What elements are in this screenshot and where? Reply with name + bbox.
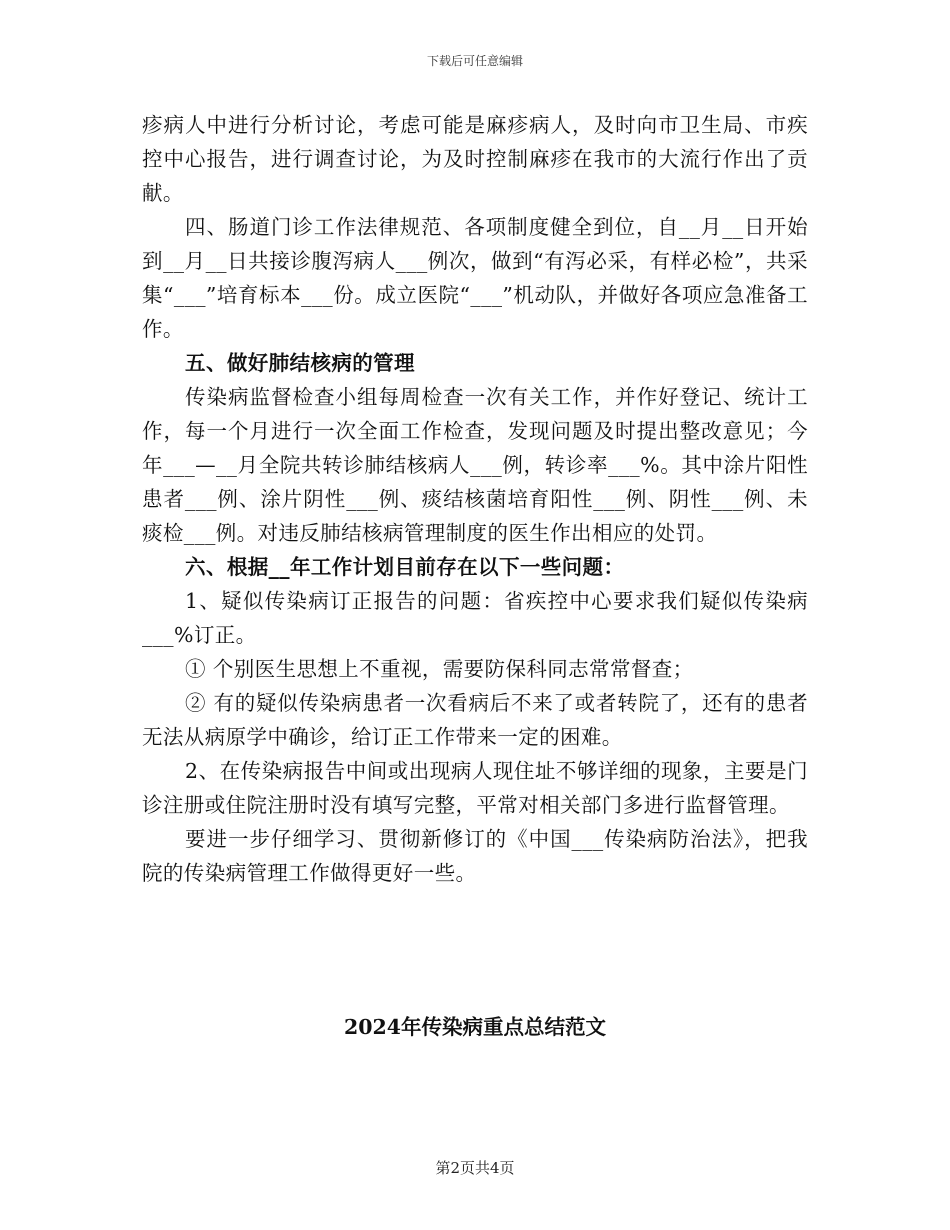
paragraph-conclusion: 要进一步仔细学习、贯彻新修订的《中国___传染病防治法》，把我院的传染病管理工作做得更好一些。	[142, 827, 808, 885]
page-footer: 第2页共4页	[435, 1159, 515, 1177]
paragraph-section-four: 四、肠道门诊工作法律规范、各项制度健全到位，自__月__日开始到__月__日共接诊腹泻病人___例次，做到“有泻必采，有样必检”，共采集“___”培育标本___份。成立医院“___”机动队，并做好各项应急准备工作。	[142, 215, 808, 341]
heading-section-five: 五、做好肺结核病的管理	[185, 351, 415, 375]
paragraph-issue-one-point-a: ① 个别医生思想上不重视，需要防保科同志常常督查；	[185, 657, 694, 681]
document-title: 2024年传染病重点总结范文	[343, 1015, 607, 1039]
paragraph-issue-one-point-b: ② 有的疑似传染病患者一次看病后不来了或者转院了，还有的患者无法从病原学中确诊，给订正工作带来一定的困难。	[142, 691, 808, 749]
document-body	[142, 108, 808, 890]
paragraph-issue-two: 2、在传染病报告中间或出现病人现住址不够详细的现象，主要是门诊注册或住院注册时没有填写完整，平常对相关部门多进行监督管理。	[142, 759, 808, 817]
paragraph-issue-one: 1、疑似传染病订正报告的问题：省疾控中心要求我们疑似传染病___%订正。	[142, 589, 808, 647]
paragraph-tb-management: 传染病监督检查小组每周检查一次有关工作，并作好登记、统计工作，每一个月进行一次全面工作检查，发现问题及时提出整改意见；今年___—__月全院共转诊肺结核病人___例，转诊率___%。其中涂片阳性患者___例、涂片阴性___例、痰结核菌培育阳性___例、阴性___例、未痰检___例。对违反肺结核病管理制度的医生作出相应的处罚。	[142, 385, 808, 545]
heading-section-six: 六、根据__年工作计划目前存在以下一些问题：	[185, 555, 625, 579]
page-header: 下载后可任意编辑	[426, 54, 523, 68]
paragraph-continuation: 疹病人中进行分析讨论，考虑可能是麻疹病人，及时向市卫生局、市疾控中心报告，进行调查讨论，为及时控制麻疹在我市的大流行作出了贡献。	[142, 113, 808, 205]
